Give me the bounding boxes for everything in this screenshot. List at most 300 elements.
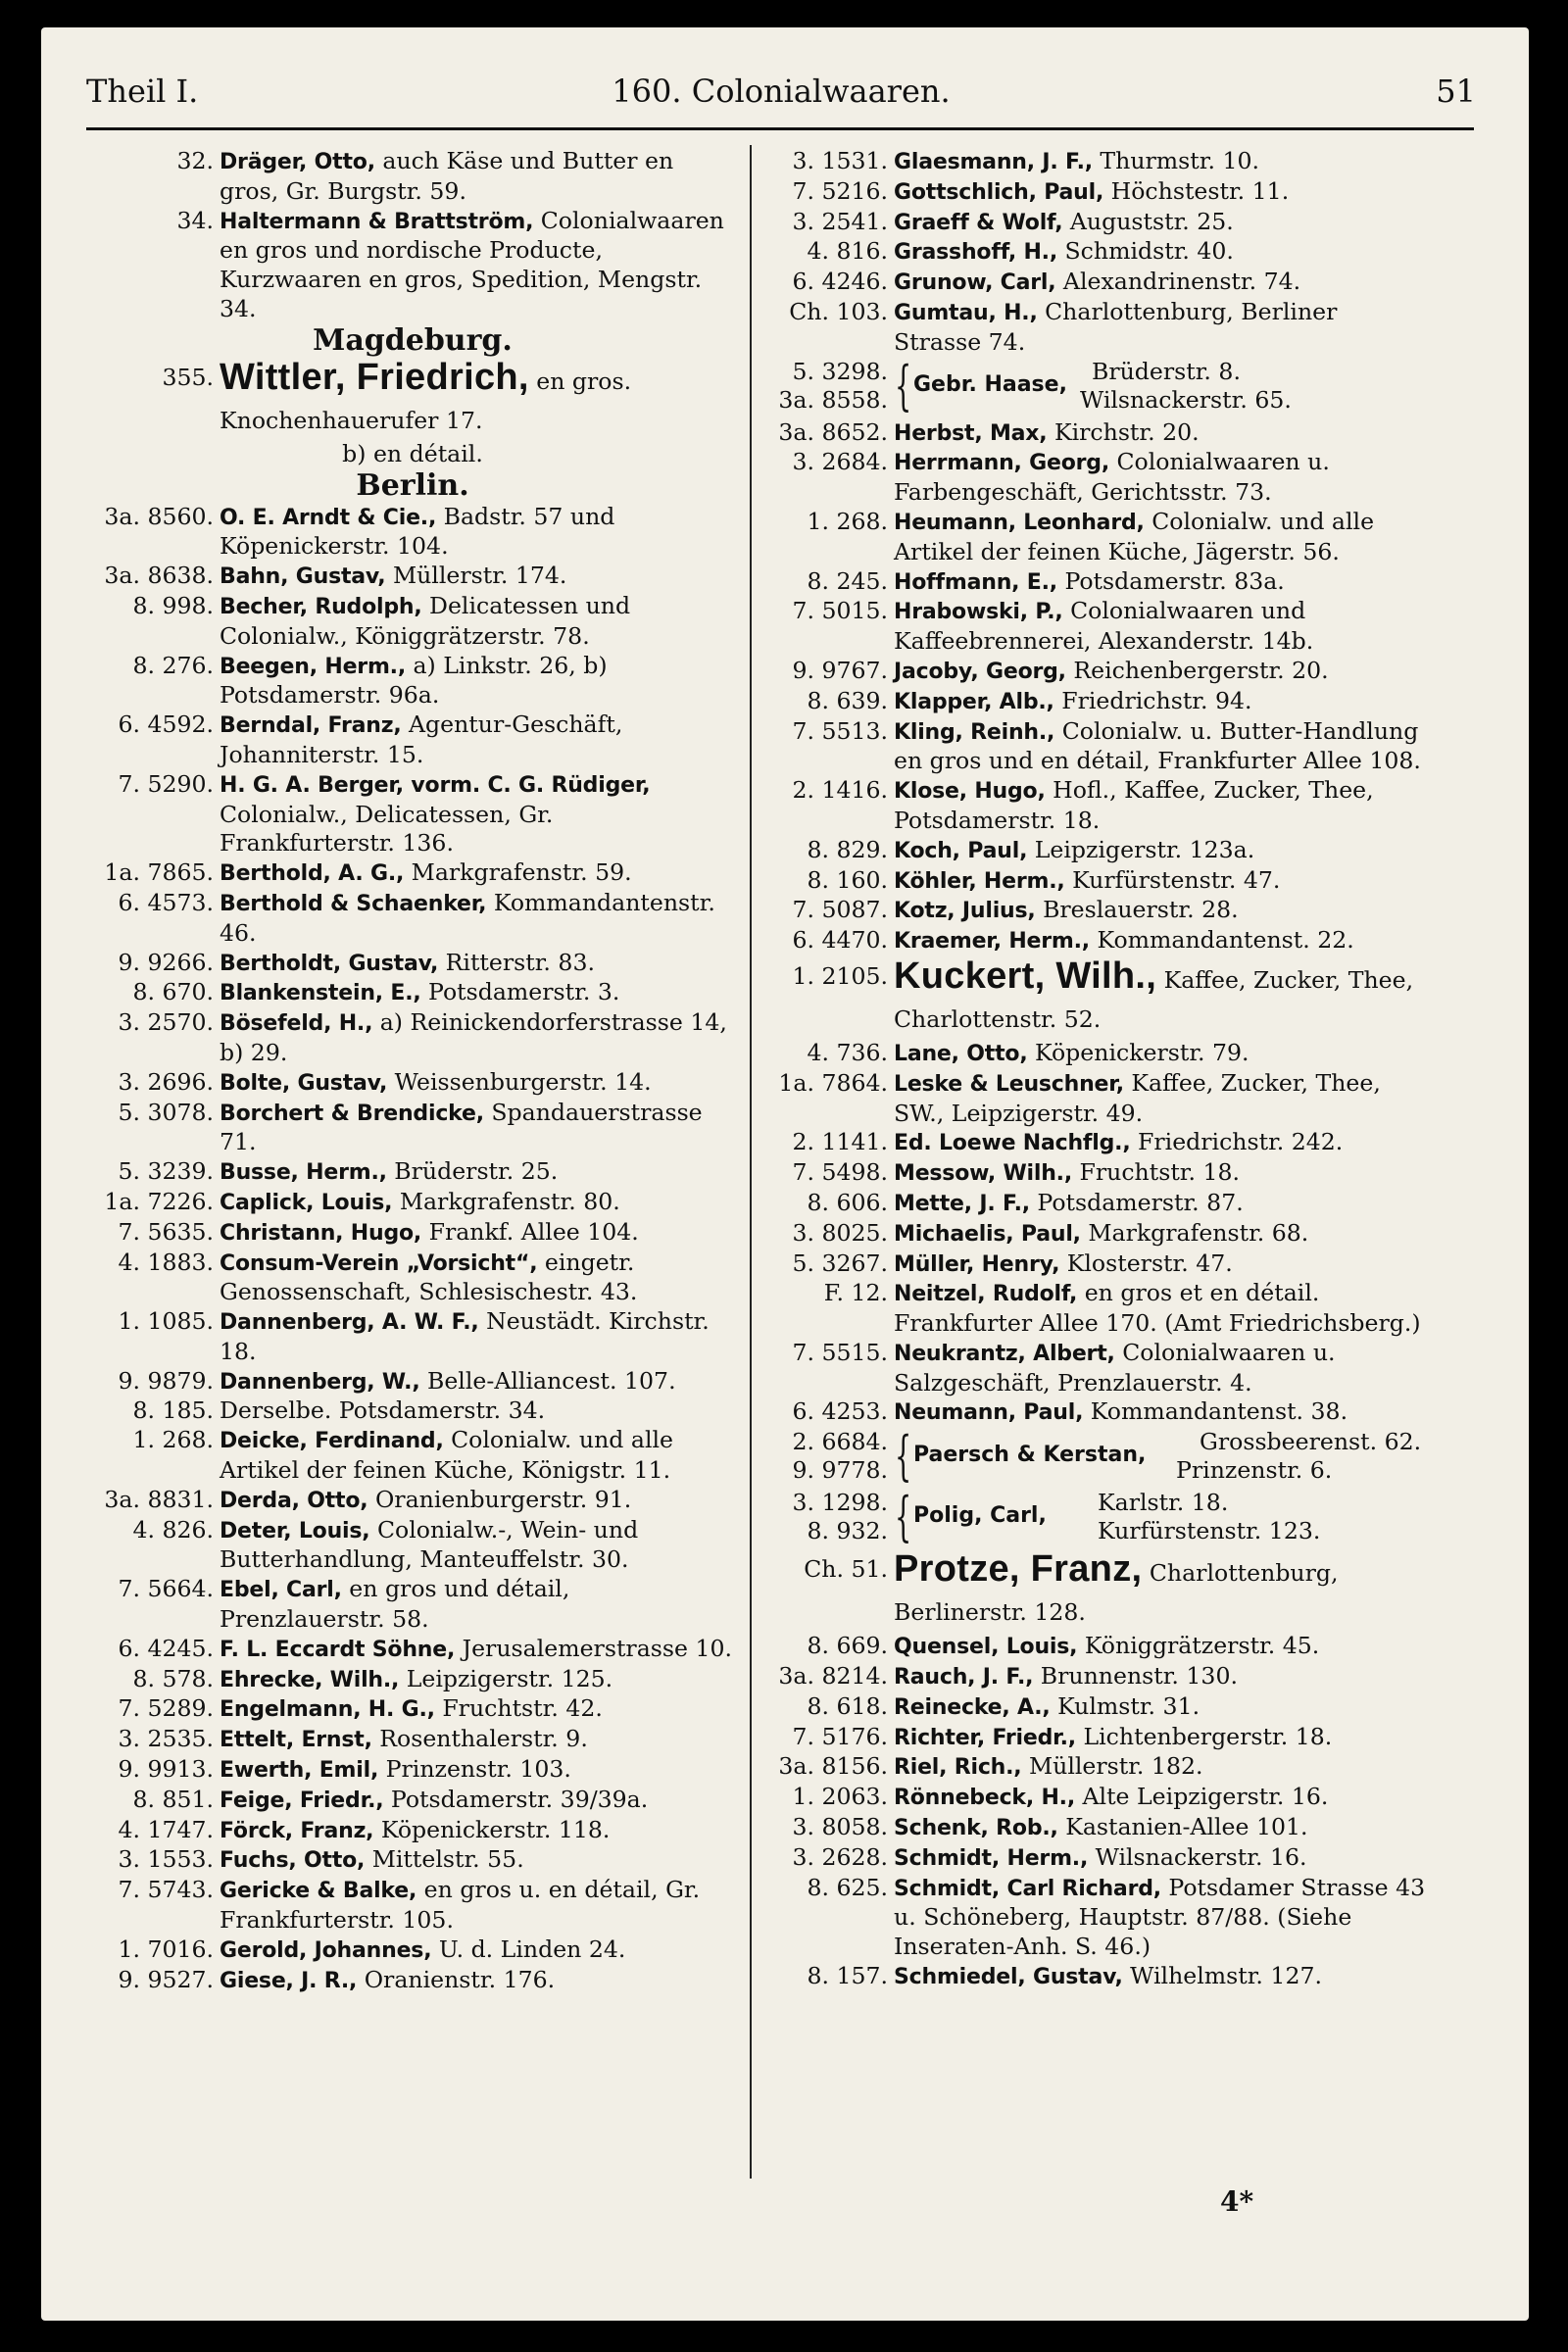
listing-entry: [764, 1723, 1431, 1753]
entry-text: Spandauerstrasse 71.: [220, 1098, 703, 1156]
listing-entry: [764, 237, 1431, 268]
entry-number: 8. 829.: [807, 835, 888, 863]
entry-name: Schmiedel, Gustav,: [894, 1965, 1123, 1990]
entry-text: Leipzigerstr. 125.: [406, 1664, 613, 1692]
entry-name: Leske & Leuschner,: [894, 1071, 1124, 1097]
entry-text: Delicatessen und Colonialw., Königgrätzerstr. 78.: [220, 591, 631, 650]
entry-number: 7. 5216.: [792, 176, 888, 205]
listing-entry-kuckert: [764, 956, 1431, 1039]
entry-name: Rönnebeck, H.,: [894, 1786, 1075, 1811]
entry-number: F. 12.: [823, 1279, 888, 1307]
entry-text: Colonialwaaren u. Farbengeschäft, Gerichtsstr. 73.: [894, 448, 1330, 507]
group-numbers: [764, 1489, 888, 1545]
listing-entry: [90, 1008, 735, 1068]
header-rule: [86, 127, 1474, 130]
entry-number: 8. 669.: [807, 1632, 888, 1660]
entry-number: 5. 3239.: [118, 1157, 214, 1186]
listing-entry: [764, 177, 1431, 208]
right-entries-c: [764, 1039, 1431, 1428]
entry-text: Breslauerstr. 28.: [1043, 896, 1239, 924]
entry-name: Jacoby, Georg,: [894, 659, 1066, 684]
entry-number: 7. 5289.: [118, 1694, 214, 1723]
entry-name: Ewerth, Emil,: [220, 1758, 379, 1784]
entry-name: Neumann, Paul,: [894, 1400, 1084, 1426]
entry-text: Charlottenburg, Berlinerstr. 128.: [894, 1559, 1339, 1627]
entry-text: Potsdamerstr. 83a.: [1064, 566, 1285, 595]
entry-text: Fruchtstr. 18.: [1079, 1158, 1241, 1187]
entry-text: Lichtenbergerstr. 18.: [1083, 1722, 1333, 1750]
listing-entry: [764, 687, 1431, 717]
group-address: Kurfürstenstr. 123.: [1098, 1517, 1321, 1545]
entry-text: a) Linkstr. 26, b) Potsdamerstr. 96a.: [220, 651, 608, 710]
brace-mark: {: [895, 1486, 912, 1548]
entry-text: Weissenburgerstr. 14.: [394, 1067, 652, 1096]
listing-group-paersch: [764, 1425, 1431, 1489]
entry-name: Derda, Otto,: [220, 1488, 368, 1513]
group-addresses: [1080, 358, 1292, 415]
entry-name: Herbst, Max,: [894, 420, 1048, 446]
entry-number: 8. 578.: [132, 1664, 214, 1692]
entry-name: Beegen, Herm.,: [220, 654, 406, 679]
entry-text: Leipzigerstr. 123a.: [1034, 835, 1255, 863]
listing-entry: [764, 1843, 1431, 1874]
entry-name: F. L. Eccardt Söhne,: [220, 1637, 456, 1662]
entry-text: Kirchstr. 20.: [1054, 417, 1200, 446]
listing-entry: [90, 562, 735, 592]
listing-entry: [764, 1219, 1431, 1250]
entry-name: Wittler, Friedrich,: [220, 356, 529, 398]
entry-number: 3. 2541.: [792, 207, 888, 235]
entry-text: Kaffee, Zucker, Thee, SW., Leipzigerstr. 49.: [894, 1068, 1381, 1127]
entry-number: 4. 736.: [807, 1038, 888, 1066]
listing-entry: [764, 866, 1431, 897]
group-numbers: [764, 1428, 888, 1485]
city-heading-berlin: Berlin.: [356, 467, 469, 503]
entry-name: Deter, Louis,: [220, 1518, 370, 1544]
entry-number: 1a. 7864.: [778, 1068, 888, 1097]
listing-entry-wittler: [90, 358, 735, 440]
listing-group-polig: [764, 1486, 1431, 1549]
group-address: Karlstr. 18.: [1098, 1489, 1229, 1517]
entry-text: Potsdamerstr. 3.: [428, 978, 620, 1006]
entry-number: 7. 5015.: [792, 597, 888, 625]
entry-text: Alexandrinenstr. 74.: [1062, 268, 1301, 296]
group-name: Polig, Carl,: [913, 1503, 1047, 1529]
entry-number: 3. 8058.: [792, 1813, 888, 1841]
entry-text: Wilhelmstr. 127.: [1130, 1962, 1322, 1990]
entry-text: Kaffee, Zucker, Thee, Charlottenstr. 52.: [894, 965, 1414, 1033]
entry-name: Gerold, Johannes,: [220, 1937, 432, 1963]
listing-entry: [90, 949, 735, 979]
listing-entry: [90, 1307, 735, 1367]
listing-entry: [764, 1250, 1431, 1280]
listing-entry: [764, 1279, 1431, 1339]
entry-text: en gros et en détail. Frankfurter Allee 170. (Amt Friedrichsberg.): [894, 1279, 1421, 1338]
group-number: 3a. 8558.: [778, 385, 888, 414]
entry-number: 3a. 8652.: [778, 417, 888, 446]
listing-entry: [764, 1189, 1431, 1219]
entry-name: Bolte, Gustav,: [220, 1070, 388, 1096]
entry-name: Neukrantz, Albert,: [894, 1341, 1115, 1366]
entry-name: Blankenstein, E.,: [220, 981, 421, 1006]
entry-number: 1. 268.: [807, 507, 888, 535]
entry-text: Potsdamer Strasse 43 u. Schöneberg, Hauptstr. 87/88. (Siehe Inseraten-Anh. S. 46.): [894, 1873, 1426, 1961]
entry-name: Haltermann & Brattström,: [220, 209, 534, 234]
entry-name: Gottschlich, Paul,: [894, 179, 1104, 205]
entry-text: en gros. Knochenhauerufer 17.: [220, 367, 632, 434]
entry-number: 3. 2684.: [792, 448, 888, 476]
entry-number: 7. 5290.: [118, 769, 214, 798]
entry-text: Prinzenstr. 103.: [385, 1755, 571, 1784]
listing-entry: [764, 717, 1431, 777]
entry-name: Schenk, Rob.,: [894, 1816, 1058, 1841]
entry-name: Christann, Hugo,: [220, 1220, 422, 1246]
entry-name: Bösefeld, H.,: [220, 1011, 373, 1037]
entry-number: 4. 816.: [807, 237, 888, 266]
entry-number: 1. 2105.: [792, 961, 888, 990]
listing-entry: [90, 889, 735, 949]
entry-number: 3. 2628.: [792, 1842, 888, 1871]
entry-name: Kotz, Julius,: [894, 899, 1036, 924]
entry-name: Becher, Rudolph,: [220, 594, 422, 619]
entry-text: Ritterstr. 83.: [445, 948, 595, 976]
entry-number: 1. 7016.: [118, 1935, 214, 1963]
entry-name: Bertholdt, Gustav,: [220, 951, 439, 976]
entry-name: Giese, J. R.,: [220, 1968, 358, 1993]
entry-number: 34.: [176, 206, 214, 234]
entry-number: 8. 245.: [807, 566, 888, 595]
listing-entry: [90, 1157, 735, 1188]
entry-name: Müller, Henry,: [894, 1251, 1060, 1277]
entry-text: Colonialw. und alle Artikel der feinen Küche, Königstr. 11.: [220, 1426, 673, 1485]
entry-text: Potsdamerstr. 87.: [1037, 1188, 1244, 1216]
entry-text: Kommandantenstr. 46.: [220, 888, 715, 947]
listing-entry: [764, 1962, 1431, 1992]
listing-entry: [90, 710, 735, 770]
entry-number: 9. 9767.: [792, 656, 888, 684]
signature-mark: 4*: [1220, 2185, 1254, 2218]
entry-text: Colonialw., Delicatessen, Gr. Frankfurterstr. 136.: [220, 800, 554, 858]
listing-entry: [764, 1128, 1431, 1158]
entry-text: Derselbe. Potsdamerstr. 34.: [220, 1396, 546, 1425]
listing-entry: [90, 1188, 735, 1218]
entry-name: Graeff & Wolf,: [894, 210, 1063, 235]
entry-name: Heumann, Leonhard,: [894, 510, 1145, 535]
entry-number: 3a. 8831.: [104, 1485, 214, 1513]
entry-text: Neustädt. Kirchstr. 18.: [220, 1307, 710, 1365]
entry-number: 5. 3078.: [118, 1098, 214, 1126]
right-entries-b: [764, 418, 1431, 956]
entry-name: Neitzel, Rudolf,: [894, 1282, 1078, 1307]
listing-entry: [764, 1662, 1431, 1692]
entry-name: Protze, Franz,: [894, 1548, 1143, 1591]
entry-text: Colonialwaaren und Kaffeebrennerei, Alexanderstr. 14b.: [894, 597, 1314, 656]
entry-number: 9. 9527.: [118, 1965, 214, 1993]
entry-text: Schmidstr. 40.: [1064, 237, 1234, 266]
listing-entry: [90, 1426, 735, 1486]
right-column: [764, 147, 1431, 1992]
entry-number: 8. 618.: [807, 1691, 888, 1720]
entry-number: 6. 4592.: [118, 710, 214, 739]
entry-text: en gros und détail, Prenzlauerstr. 58.: [220, 1575, 570, 1634]
listing-entry: [764, 268, 1431, 298]
entry-name: Ebel, Carl,: [220, 1578, 342, 1603]
entry-name: Quensel, Louis,: [894, 1635, 1078, 1660]
entry-text: Reichenbergerstr. 20.: [1073, 656, 1329, 684]
listing-entry: [90, 1966, 735, 1996]
listing-entry: [90, 1249, 735, 1308]
entry-name: Richter, Friedr.,: [894, 1725, 1076, 1750]
entry-number: 3. 1553.: [118, 1845, 214, 1874]
listing-entry: [90, 1786, 735, 1816]
listing-entry: [764, 1632, 1431, 1662]
entry-text: Königgrätzerstr. 45.: [1084, 1632, 1320, 1660]
listing-entry: [90, 1725, 735, 1755]
group-address: Grossbeerenst. 62.: [1200, 1428, 1422, 1456]
entry-number: 7. 5743.: [118, 1876, 214, 1904]
entry-name: Michaelis, Paul,: [894, 1221, 1081, 1247]
entry-number: 3a. 8638.: [104, 562, 214, 590]
entry-name: Glaesmann, J. F.,: [894, 150, 1093, 174]
entry-number: 6. 4470.: [792, 926, 888, 955]
right-entries-d: [764, 1632, 1431, 1992]
entry-text: Badstr. 57 und Köpenickerstr. 104.: [220, 502, 615, 561]
entry-text: auch Käse und Butter en gros, Gr. Burgstr. 59.: [220, 147, 674, 205]
subheading-en-detail: b) en détail.: [342, 439, 483, 467]
listing-entry: [90, 1845, 735, 1876]
header-section: Theil I.: [86, 73, 199, 110]
listing-entry: [764, 1397, 1431, 1428]
entry-text: Köpenickerstr. 79.: [1034, 1038, 1250, 1066]
listing-entry: [90, 1816, 735, 1846]
listing-entry: [90, 1635, 735, 1665]
entry-text: a) Reinickendorferstrasse 14, b) 29.: [220, 1008, 727, 1066]
entry-number: Ch. 103.: [789, 297, 888, 325]
entry-name: Gericke & Balke,: [220, 1879, 417, 1904]
entry-name: Gumtau, H.,: [894, 300, 1038, 325]
entry-name: Berndal, Franz,: [220, 713, 402, 739]
group-name: Gebr. Haase,: [913, 371, 1067, 397]
group-address: Brüderstr. 8.: [1092, 357, 1241, 385]
entry-number: 9. 9879.: [118, 1366, 214, 1395]
entry-name: Borchert & Brendicke,: [220, 1101, 484, 1126]
entry-name: O. E. Arndt & Cie.,: [220, 505, 437, 530]
entry-number: 8. 998.: [132, 591, 214, 619]
listing-entry: [90, 503, 735, 563]
entry-text: Rosenthalerstr. 9.: [379, 1725, 588, 1753]
listing-entry: [90, 147, 735, 207]
entry-text: en gros u. en détail, Gr. Frankfurterstr. 105.: [220, 1876, 701, 1935]
entry-number: 7. 5176.: [792, 1722, 888, 1750]
entry-number: 1a. 7226.: [104, 1187, 214, 1215]
entry-number: 7. 5515.: [792, 1338, 888, 1366]
listing-entry: [764, 298, 1431, 358]
entry-text: Müllerstr. 182.: [1028, 1752, 1203, 1781]
left-column: [90, 147, 735, 1995]
entry-number: 3. 2570.: [118, 1008, 214, 1037]
entry-text: Colonialwaaren u. Salzgeschäft, Prenzlauerstr. 4.: [894, 1338, 1336, 1396]
entry-name: Ehrecke, Wilh.,: [220, 1667, 400, 1692]
entry-name: Bahn, Gustav,: [220, 564, 386, 590]
entry-text: Kastanien-Allee 101.: [1065, 1813, 1308, 1841]
listing-entry: [764, 1069, 1431, 1129]
listing-entry: [764, 1692, 1431, 1723]
entry-number: 7. 5635.: [118, 1217, 214, 1246]
entry-name: Klose, Hugo,: [894, 779, 1046, 805]
entry-name: Hoffmann, E.,: [894, 569, 1057, 595]
entry-text: Müllerstr. 174.: [392, 562, 567, 590]
listing-entry: [90, 1099, 735, 1158]
listing-entry: [90, 592, 735, 652]
group-number: 2. 6684.: [792, 1428, 888, 1456]
listing-entry: [764, 836, 1431, 866]
entry-number: 8. 606.: [807, 1188, 888, 1216]
entry-text: Hofl., Kaffee, Zucker, Thee, Potsdamerstr. 18.: [894, 776, 1374, 834]
listing-entry: [764, 418, 1431, 449]
entry-text: Oranienburgerstr. 91.: [374, 1485, 632, 1513]
entry-number: 3. 1531.: [792, 147, 888, 174]
entry-name: Mette, J. F.,: [894, 1191, 1030, 1216]
entry-number: 3a. 8156.: [778, 1752, 888, 1781]
listing-entry: [90, 1486, 735, 1516]
group-number: 9. 9778.: [792, 1456, 888, 1485]
entry-name: Dannenberg, W.,: [220, 1369, 420, 1395]
entry-text: Friedrichstr. 94.: [1061, 686, 1252, 714]
listing-group-haase: [764, 354, 1431, 418]
entry-text: Klosterstr. 47.: [1066, 1249, 1233, 1277]
entry-number: 8. 276.: [132, 651, 214, 679]
listing-entry: [90, 1755, 735, 1786]
entry-number: 1. 268.: [132, 1426, 214, 1454]
group-numbers: [764, 358, 888, 415]
entry-number: 6. 4245.: [118, 1634, 214, 1662]
entry-text: Höchstestr. 11.: [1110, 176, 1290, 205]
listing-entry: [90, 1936, 735, 1966]
listing-entry: [764, 567, 1431, 598]
entry-text: Colonialwaaren en gros und nordische Producte, Kurzwaaren en gros, Spedition, Mengstr. 34.: [220, 206, 724, 322]
entry-number: 3. 8025.: [792, 1218, 888, 1247]
entry-name: Berthold & Schaenker,: [220, 891, 487, 916]
entry-name: Köhler, Herm.,: [894, 868, 1065, 894]
entry-text: Oranienstr. 176.: [364, 1965, 556, 1993]
brace-mark: {: [895, 1425, 912, 1488]
listing-entry: [90, 1218, 735, 1249]
entry-number: 1. 1085.: [118, 1307, 214, 1336]
entry-text: Kommandantenst. 38.: [1090, 1397, 1348, 1426]
entry-number: 1a. 7865.: [104, 858, 214, 887]
entry-name: Messow, Wilh.,: [894, 1161, 1072, 1187]
entry-number: 9. 9913.: [118, 1755, 214, 1784]
right-entries-a: [764, 147, 1431, 358]
entry-number: 32.: [176, 147, 214, 174]
entry-name: Lane, Otto,: [894, 1041, 1028, 1066]
entry-number: 1. 2063.: [792, 1783, 888, 1811]
entry-name: Rauch, J. F.,: [894, 1665, 1034, 1690]
group-number: 3. 1298.: [792, 1489, 888, 1517]
listing-entry: [764, 208, 1431, 238]
listing-entry: [90, 1396, 735, 1426]
entry-name: Busse, Herm.,: [220, 1160, 387, 1186]
group-name: Paersch & Kerstan,: [913, 1443, 1147, 1468]
entry-number: 2. 1141.: [792, 1128, 888, 1156]
listing-entry: [764, 1752, 1431, 1783]
entry-name: Förck, Franz,: [220, 1818, 374, 1843]
listing-entry: [90, 1665, 735, 1695]
entry-name: Dannenberg, A. W. F.,: [220, 1310, 479, 1336]
entry-number: 7. 5513.: [792, 716, 888, 745]
entry-text: Wilsnackerstr. 16.: [1095, 1842, 1307, 1871]
entry-number: 4. 1747.: [118, 1815, 214, 1843]
listing-entry: [90, 1694, 735, 1725]
entry-name: Kuckert, Wilh.,: [894, 955, 1157, 997]
listing-entry: [764, 1813, 1431, 1843]
entry-text: Kulmstr. 31.: [1057, 1691, 1200, 1720]
entry-number: 4. 826.: [132, 1515, 214, 1544]
listing-entry: [764, 1874, 1431, 1962]
entry-name: Grunow, Carl,: [894, 270, 1056, 296]
listing-entry: [90, 1068, 735, 1099]
entry-number: 8. 851.: [132, 1785, 214, 1813]
entry-name: Schmidt, Carl Richard,: [894, 1876, 1161, 1901]
entry-number: 8. 160.: [807, 865, 888, 894]
entry-number: 7. 5498.: [792, 1158, 888, 1187]
column-divider: [750, 145, 752, 2179]
entry-name: Reinecke, A.,: [894, 1694, 1051, 1720]
entry-name: Klapper, Alb.,: [894, 689, 1054, 714]
entry-text: Frankf. Allee 104.: [428, 1217, 639, 1246]
page-header: [86, 73, 1476, 120]
entry-number: 3. 2696.: [118, 1067, 214, 1096]
entry-number: 6. 4246.: [792, 268, 888, 296]
listing-entry: [90, 1575, 735, 1635]
entry-number: 4. 1883.: [118, 1248, 214, 1276]
city-heading-magdeburg: Magdeburg.: [313, 322, 513, 358]
header-title: 160. Colonialwaaren.: [612, 73, 951, 110]
listing-entry: [764, 597, 1431, 657]
entry-number: Ch. 51.: [804, 1555, 888, 1584]
entry-text: Köpenickerstr. 118.: [380, 1815, 611, 1843]
entry-name: Hrabowski, P.,: [894, 600, 1063, 625]
listing-entry: [90, 770, 735, 858]
listing-entry: [90, 1876, 735, 1936]
entry-name: Riel, Rich.,: [894, 1755, 1022, 1781]
entry-text: Charlottenburg, Berliner Strasse 74.: [894, 297, 1338, 356]
entry-name: H. G. A. Berger, vorm. C. G. Rüdiger,: [220, 772, 651, 798]
left-entries: [90, 503, 735, 1996]
entry-text: Brunnenstr. 130.: [1040, 1662, 1238, 1690]
entry-text: U. d. Linden 24.: [438, 1935, 626, 1963]
listing-entry: [764, 1039, 1431, 1069]
entry-text: Brüderstr. 25.: [394, 1157, 559, 1186]
listing-entry: [764, 926, 1431, 956]
entry-name: Berthold, A. G.,: [220, 861, 405, 887]
entry-text: Markgrafenstr. 59.: [411, 858, 632, 887]
listing-entry: [90, 652, 735, 711]
entry-text: Colonialw. u. Butter-Handlung en gros und en détail, Frankfurter Allee 108.: [894, 716, 1421, 775]
listing-entry: [764, 657, 1431, 687]
entry-text: Jerusalemerstrasse 10.: [462, 1634, 732, 1662]
entry-name: Schmidt, Herm.,: [894, 1845, 1089, 1871]
listing-entry: [90, 1367, 735, 1397]
entry-text: Kommandantenst. 22.: [1097, 926, 1354, 955]
listing-entry: [764, 508, 1431, 567]
listing-entry: [764, 147, 1431, 177]
entry-number: 8. 157.: [807, 1962, 888, 1990]
entry-number: 6. 4573.: [118, 888, 214, 916]
entry-text: Agentur-Geschäft, Johanniterstr. 15.: [220, 710, 623, 768]
entry-number: 5. 3267.: [792, 1249, 888, 1277]
entry-name: Ed. Loewe Nachflg.,: [894, 1131, 1131, 1156]
